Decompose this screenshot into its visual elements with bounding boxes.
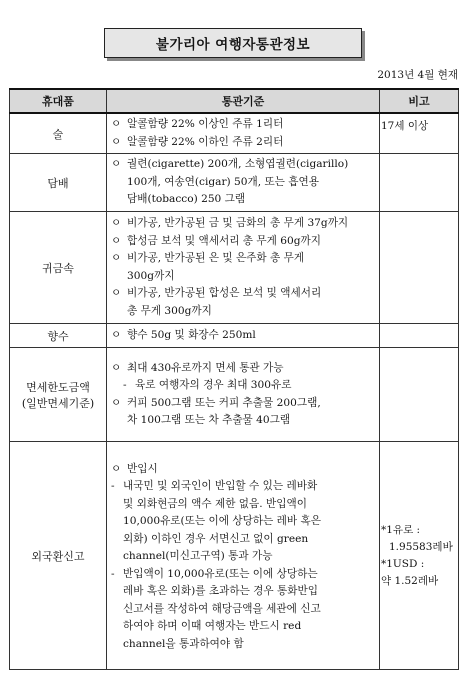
standard-line: 및 외화현금의 액수 제한 없음. 반입액이 [123,497,307,510]
standard-line: 내국민 및 외국인이 반입할 수 있는 레바화 [123,480,318,493]
standard-line: 레바 혹은 외화)를 초과하는 경우 통화반입 [123,585,318,598]
document-title: 불가리아 여행자통관정보 [104,28,362,58]
standard-line: 합성금 보석 및 액세서리 총 무게 60g까지 [127,234,321,247]
bullet-mark: ㅇ [111,158,122,171]
category-sublabel: (일반면세기준) [21,396,95,410]
standard-line: 궐련(cigarette) 200개, 소형엽궐련(cigarillo) [127,158,349,171]
dash-mark: - [123,379,127,391]
standard-line: 향수 50g 및 화장수 250ml [127,328,256,341]
table-row [10,212,459,324]
category-label: 면세한도금액 [26,380,90,394]
row-standard [107,154,380,212]
standard-line: 육로 여행자의 경우 최대 300유로 [135,379,292,391]
standard-line: 신고서를 작성하여 해당금액을 세관에 신고 [123,602,321,615]
row-note [380,154,459,212]
header-item: 휴대품 [10,89,107,113]
standard-line: 외화) 이하인 경우 서면신고 없이 green [123,532,309,545]
standard-line: channel(미신고구역) 통과 가능 [123,550,273,563]
standard-line: 300g까지 [127,269,175,282]
row-category: 담배 [10,154,107,212]
row-category: 술 [10,113,107,154]
table-row [10,324,459,348]
customs-table [9,88,459,670]
note-line: *1USD : [381,557,425,570]
bullet-mark: ㅇ [111,287,122,299]
row-standard [107,442,380,670]
bullet-mark: ㅇ [111,217,122,229]
dash-mark: - [111,480,115,493]
standard-line: channel을 통과하여야 함 [123,637,244,650]
row-standard [107,324,380,348]
standard-line: 하여야 하며 이때 여행자는 반드시 red [123,620,302,633]
table-header-row [10,89,459,113]
note-line: 1.95583레바 [389,540,453,553]
standard-line: 총 무게 300g까지 [127,304,212,317]
bullet-mark: ㅇ [111,135,122,148]
row-note [380,442,459,670]
header-standard: 통관기준 [107,89,380,113]
standard-line: 담배(tobacco) 250 그램 [127,193,246,206]
table-row [10,154,459,212]
row-note: 17세 이상 [380,113,459,154]
table-row [10,113,459,154]
row-category: 향수 [10,324,107,348]
row-standard [107,212,380,324]
row-category: 귀금속 [10,212,107,324]
standard-line: 비가공, 반가공된 금 및 금화의 총 무게 37g까지 [127,217,349,229]
standard-line: 비가공, 반가공된 합성은 보석 및 액세서리 [127,287,322,299]
bullet-mark: ㅇ [111,361,122,374]
standard-line: 알콜함량 22% 이상인 주류 1리터 [127,118,284,130]
standard-line: 차 100그램 또는 차 추출물 40그램 [127,414,291,426]
table-row [10,348,459,442]
note-line: *1유로 : [381,523,421,536]
table-row [10,442,459,670]
row-category: 외국환신고 [10,442,107,670]
row-note [380,324,459,348]
row-standard [107,113,380,154]
dash-mark: - [111,567,115,580]
date-stamp: 2013년 4월 현재 [377,69,458,81]
bullet-mark: ㅇ [111,396,122,409]
bullet-mark: ㅇ [111,462,122,475]
row-note [380,212,459,324]
note-line: 약 1.52레바 [381,574,439,587]
standard-line: 100개, 여송연(cigar) 50개, 또는 흡연용 [127,175,319,188]
bullet-mark: ㅇ [111,118,122,130]
standard-line: 반입시 [127,462,158,475]
standard-line: 반입액이 10,000유로(또는 이에 상당하는 [123,567,318,580]
bullet-mark: ㅇ [111,234,122,247]
standard-line: 알콜함량 22% 이하인 주류 2리터 [127,135,284,148]
bullet-mark: ㅇ [111,328,122,341]
row-standard [107,348,380,442]
standard-line: 비가공, 반가공된 은 및 은주화 총 무게 [127,252,305,264]
row-note [380,348,459,442]
header-note: 비고 [380,89,459,113]
standard-line: 10,000유로(또는 이에 상당하는 레바 혹은 [123,515,321,528]
standard-line: 커피 500그램 또는 커피 추출물 200그램, [127,396,321,409]
row-category [10,348,107,442]
bullet-mark: ㅇ [111,252,122,264]
standard-line: 최대 430유로까지 면세 통관 가능 [127,361,284,374]
